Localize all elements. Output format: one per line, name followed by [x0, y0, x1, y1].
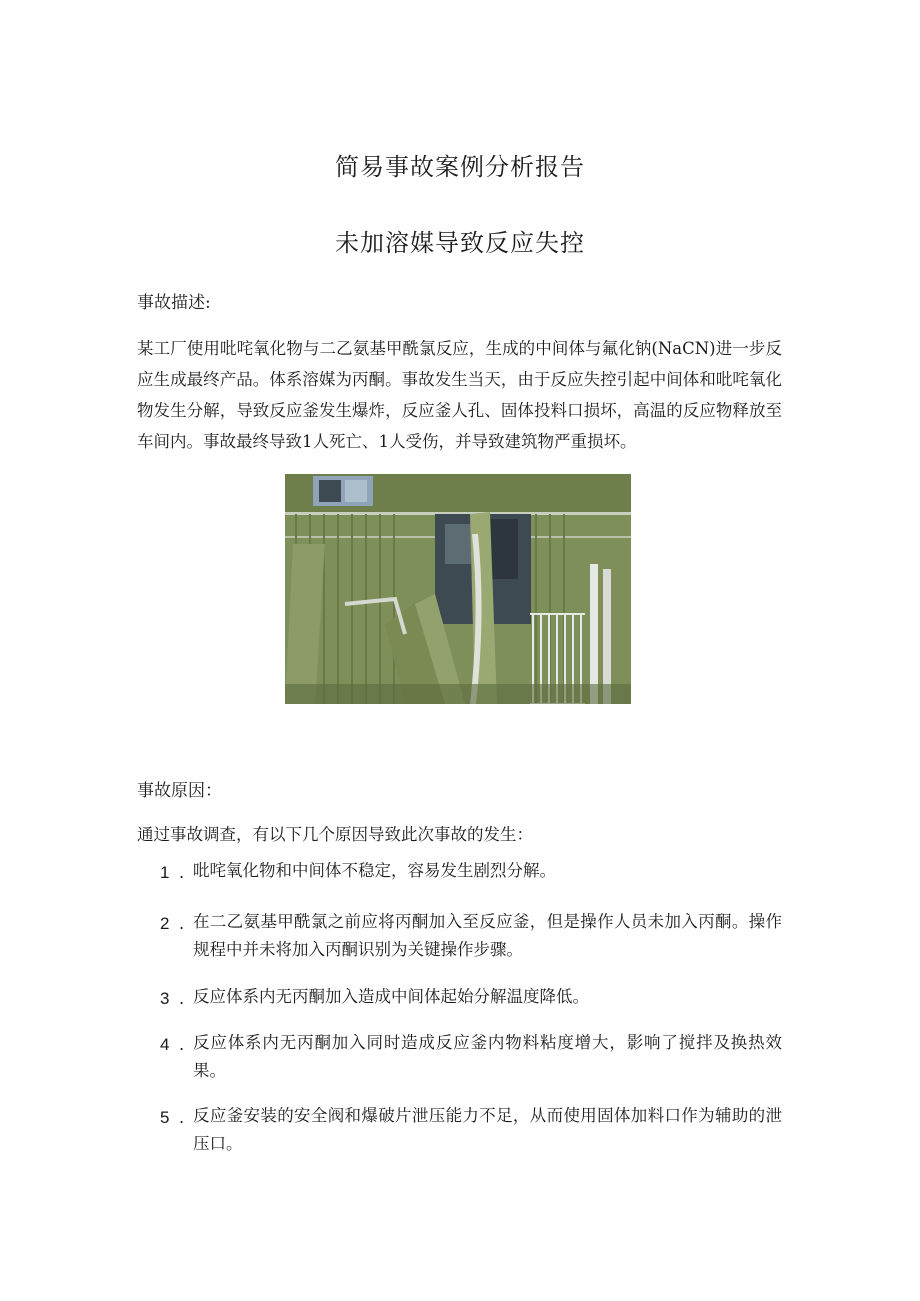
cause-text: 反应釜安装的安全阀和爆破片泄压能力不足，从而使用固体加料口作为辅助的泄压口。 — [193, 1106, 782, 1153]
cause-separator: . — [179, 1035, 185, 1054]
cause-number: 4 — [160, 1035, 170, 1054]
cause-number: 3 — [160, 989, 170, 1008]
damaged-building-image — [285, 474, 631, 704]
cause-separator: . — [179, 863, 185, 882]
cause-text: 反应体系内无丙酮加入同时造成反应釜内物料粘度增大，影响了搅拌及换热效果。 — [193, 1033, 782, 1080]
cause-number: 2 — [160, 914, 170, 933]
description-paragraph: 某工厂使用吡咤氧化物与二乙氨基甲酰氯反应，生成的中间体与氟化钠(NaCN)进一步反应生成最终产品。体系溶媒为丙酮。事故发生当天，由于反应失控引起中间体和吡咤氧化物发生分解，导致反应釜发生爆炸，反应釜人孔、固体投料口损坏，高温的反应物释放至车间内。事故最终导致1人死亡、1人受伤，并导致建筑物严重损坏。 — [137, 339, 782, 451]
cause-text: 在二乙氨基甲酰氯之前应将丙酮加入至反应釜，但是操作人员未加入丙酮。操作规程中并未将加入丙酮识别为关键操作步骤。 — [193, 912, 782, 959]
cause-separator: . — [179, 1108, 185, 1127]
document-title: 简易事故案例分析报告 — [335, 153, 585, 181]
causes-heading: 事故原因： — [137, 781, 222, 801]
document-subtitle: 未加溶媒导致反应失控 — [335, 229, 585, 257]
accident-photo — [285, 474, 631, 704]
description-heading: 事故描述: — [137, 293, 211, 313]
cause-text: 反应体系内无丙酮加入造成中间体起始分解温度降低。 — [193, 987, 589, 1006]
cause-separator: . — [179, 914, 185, 933]
cause-separator: . — [179, 989, 185, 1008]
causes-intro: 通过事故调查，有以下几个原因导致此次事故的发生： — [137, 825, 533, 844]
cause-number: 1 — [160, 863, 170, 882]
cause-number: 5 — [160, 1108, 170, 1127]
cause-text: 吡咤氧化物和中间体不稳定，容易发生剧烈分解。 — [193, 861, 556, 880]
